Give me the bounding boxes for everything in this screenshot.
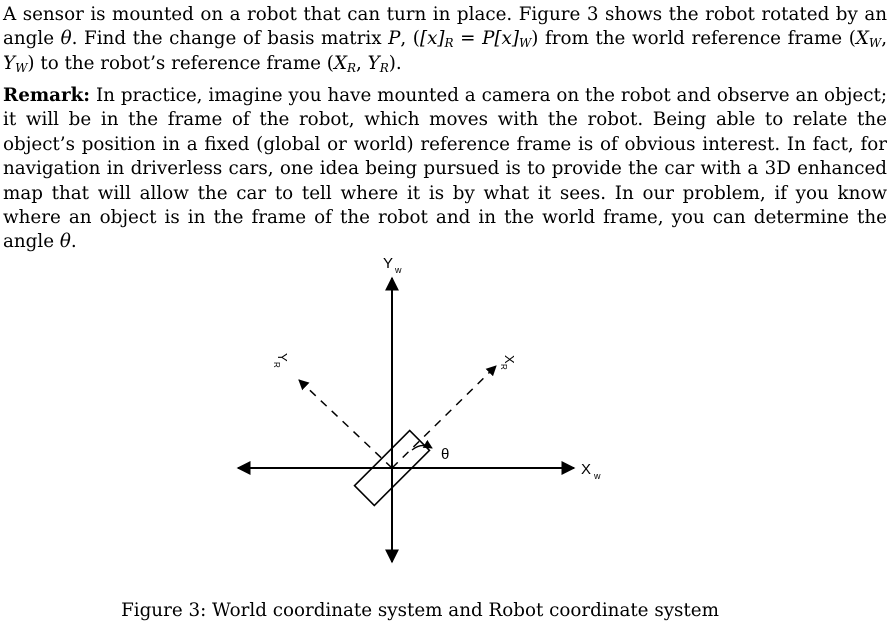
- subscript: W: [868, 36, 882, 51]
- axis-symbol: Y: [367, 52, 380, 74]
- problem-text: , (: [400, 28, 420, 50]
- problem-text: ) from the world reference frame (: [531, 28, 856, 50]
- matrix-p: P: [388, 28, 401, 50]
- problem-text: ).: [388, 52, 402, 74]
- theta-symbol: θ: [60, 28, 72, 50]
- equals-sign: =: [453, 28, 483, 50]
- axis-symbol: Y: [3, 52, 16, 74]
- subscript: W: [518, 36, 532, 51]
- problem-text: . Find the change of basis matrix: [71, 28, 389, 50]
- subscript: R: [346, 60, 356, 75]
- problem-text: A sensor is mounted on a robot that can turn in place. Figure 3 shows the robot rotated by an angle: [3, 4, 887, 50]
- robot-y-subscript: R: [272, 362, 281, 368]
- subscript: R: [379, 60, 389, 75]
- remark-text: .: [70, 231, 77, 253]
- robot-y-axis: [299, 380, 392, 468]
- figure-caption: Figure 3: World coordinate system and Robot coordinate system: [121, 600, 719, 621]
- axis-symbol: X: [855, 28, 869, 50]
- robot-y-label: Y: [275, 353, 290, 362]
- robot-x-label: X: [502, 355, 517, 364]
- world-y-label: Y: [383, 255, 394, 272]
- vector-x-robot: [x]: [419, 28, 445, 50]
- theta-symbol: θ: [59, 231, 71, 253]
- world-x-label: X: [581, 461, 592, 478]
- remark-text: In practice, imagine you have mounted a camera on the robot and observe an object; it will be in the frame of the robot, which moves with the robot. Being able to relate the object’s position in a fixed (global or world) reference frame is of obvious interest. In fact, for navigation in driverless cars, one idea being pursued is to provide the car with a 3D enhanced map that will allow the car to tell where it is by what it sees. In our problem, if you know where an object is in the frame of the robot and in the world frame, you can determine the angle: [3, 85, 887, 253]
- world-y-subscript: w: [395, 265, 402, 275]
- angle-label: θ: [441, 446, 450, 463]
- problem-text: ,: [881, 28, 888, 50]
- vector-x-world: [x]: [494, 28, 519, 50]
- robot-x-subscript: R: [499, 364, 508, 370]
- remark-label: Remark:: [3, 85, 91, 106]
- problem-text: ) to the robot’s reference frame (: [27, 52, 334, 74]
- matrix-p: P: [482, 28, 495, 50]
- subscript: W: [15, 60, 28, 75]
- axis-symbol: X: [333, 52, 347, 74]
- problem-text: ,: [356, 52, 368, 74]
- world-x-subscript: w: [594, 471, 601, 481]
- subscript: R: [444, 36, 454, 51]
